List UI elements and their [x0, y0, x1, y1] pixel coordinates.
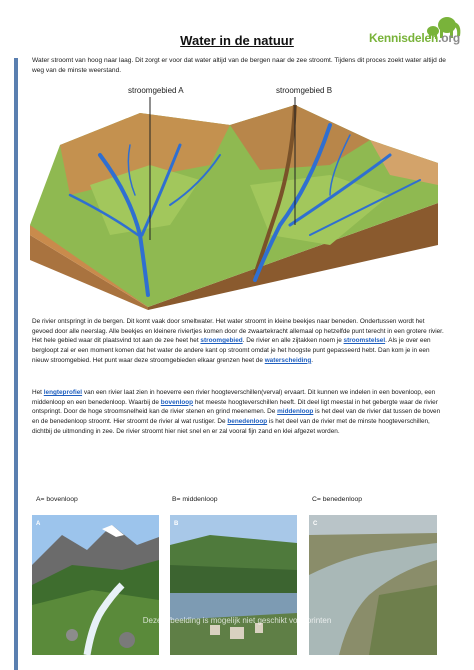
caption-bovenloop: A= bovenloop — [36, 496, 78, 503]
photo-letter-b: B — [174, 521, 179, 527]
watermark-text: Deze afbeelding is mogelijk niet geschikt voor printen — [142, 616, 332, 625]
label-stroomgebied-b: stroomgebied B — [276, 86, 333, 95]
link-waterscheiding[interactable]: waterscheiding — [264, 356, 312, 364]
sidebar-stripe — [14, 58, 18, 670]
logo-text: Kennisdelen.org — [368, 31, 460, 45]
photo-letter-c: C — [313, 521, 318, 527]
label-stroomgebied-a: stroomgebied A — [128, 86, 184, 95]
paragraph-lengteprofiel: Het lengteprofiel van een rivier laat zien in hoeverre een rivier hoogteverschillen(verval) ervaart. Dit kunnen we indelen in een bovenloop, een middenloop en een benedenloop. Waarbij de bovenloop het meeste hoogteverschillen heeft. Dit deel ligt meestal in het gebergte waar de rivier ontspringt. Door de hoge stroomsnelheid kan de rivier stenen en grind meenemen. De middenloop is het deel van de rivier dat tussen de boven en de benedenloop stroomt. Hier stroomt de rivier al wat rustiger. De benedenloop is het deel van de rivier met de minste hoogteverschillen, dichtbij de uitmonding in zee. De rivier stroomt hier niet snel en er zal vooral fijn zand en klei afgezet worden. — [32, 389, 441, 435]
caption-middenloop: B= middenloop — [172, 496, 218, 503]
intro-paragraph: Water stroomt van hoog naar laag. Dit zorgt er voor dat water altijd van de bergen naar de zee stroomt. Tijdens dit proces zoekt water altijd de weg van de minste weerstand. — [32, 57, 446, 74]
photo-middenloop — [170, 515, 297, 655]
link-stroomstelsel[interactable]: stroomstelsel — [343, 337, 386, 345]
paragraph-stroomgebied: De rivier ontspringt in de bergen. Dit komt vaak door smeltwater. Het water stroomt in kleine beekjes naar beneden. Ondertussen wordt het gevoed door alle neerslag. Alle beekjes en kleinere riviertjes komen door de zwaartekracht allemaal op hetzelfde punt terecht in een grotere rivier. Het hele gebied waar dit plaatsvind tot aan de zee heet het stroomgebied. De rivier en alle zijtakken noem je stroomstelsel. Als je over een bergloopt zal er een moment komen dat het water de andere kant op stroomt omdat je het hoogste punt gepasseerd hebt. Dan kom je in een nieuw stroomgebied. Het punt waar deze stroomgebieden elkaar grenzen heet de waterscheiding. — [32, 318, 444, 364]
link-lengteprofiel[interactable]: lengteprofiel — [43, 389, 83, 396]
link-middenloop[interactable]: middenloop — [277, 408, 314, 416]
caption-benedenloop: C= benedenloop — [312, 496, 363, 503]
photo-bovenloop — [32, 515, 159, 655]
link-bovenloop[interactable]: bovenloop — [160, 398, 194, 406]
link-stroomgebied[interactable]: stroomgebied — [200, 337, 243, 345]
page-title: Water in de natuur — [180, 33, 294, 48]
drainage-basin-diagram — [30, 85, 438, 310]
link-benedenloop[interactable]: benedenloop — [227, 418, 268, 426]
photo-letter-a: A — [36, 521, 41, 527]
photo-benedenloop — [309, 515, 437, 655]
